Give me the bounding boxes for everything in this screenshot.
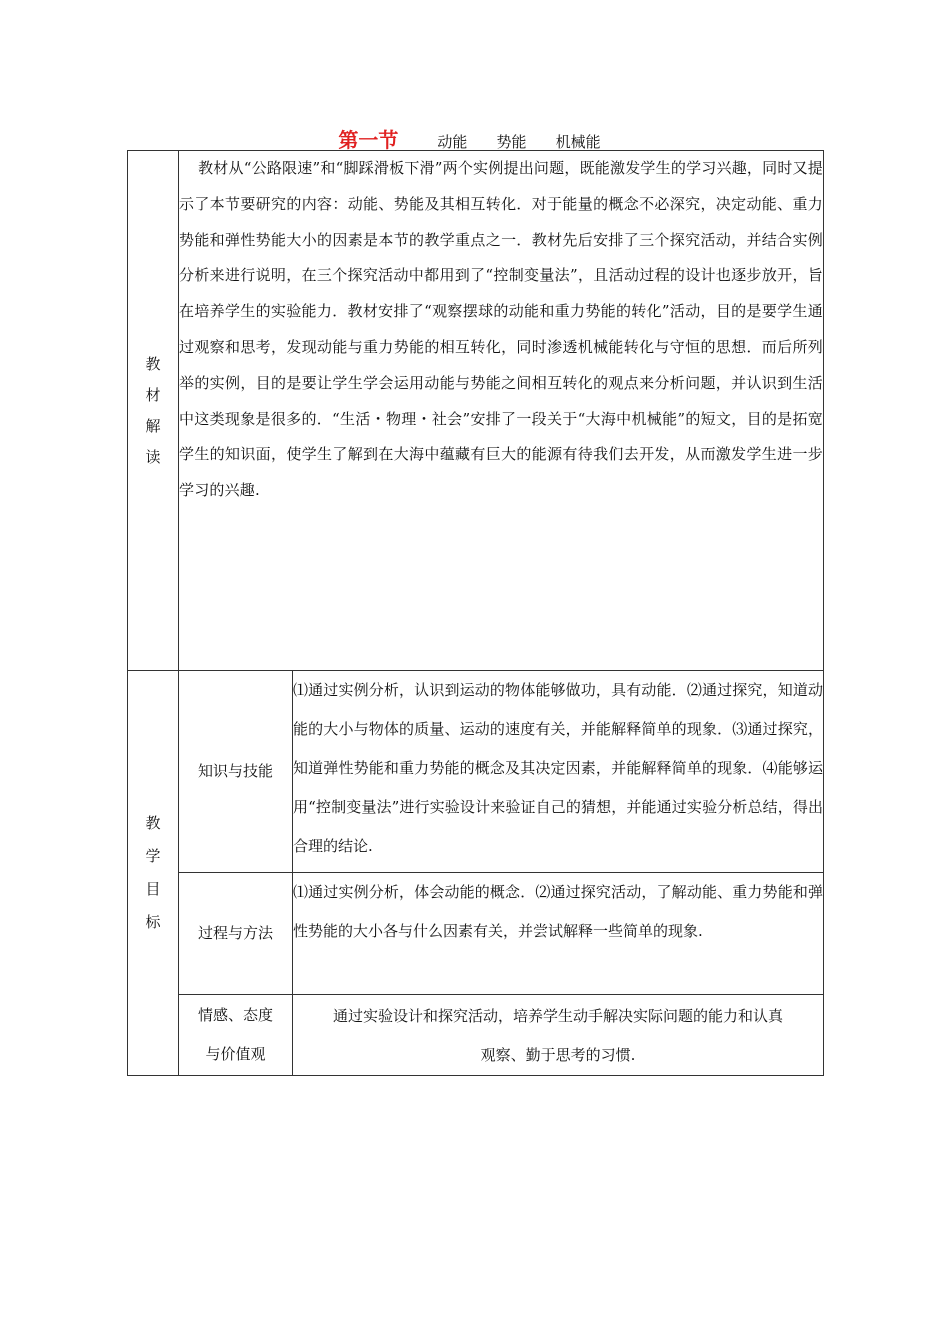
goal-row-attitude (128, 995, 824, 1076)
goal-text-line: 通过实验设计和探究活动，培养学生动手解决实际问题的能力和认真 (332, 1007, 783, 1025)
label-char: 教 (145, 354, 161, 373)
topic-kinetic-energy: 动能 (437, 133, 468, 151)
section-number: 第一节 (338, 128, 399, 152)
label-char: 解 (145, 416, 161, 435)
goal-label-line: 情感、态度 (197, 1006, 273, 1024)
label-char: 教 (145, 814, 161, 832)
goal-label-process: 过程与方法 (179, 873, 293, 995)
textbook-reading-text: 教材从“公路限速”和“脚踩滑板下滑”两个实例提出问题，既能激发学生的学习兴趣，同时又提示了本节要研究的内容：动能、势能及其相互转化．对于能量的概念不必深究，决定动能、重力势能和弹性势能大小的因素是本节的教学重点之一．教材先后安排了三个探究活动，并结合实例分析来进行说明，在三个探究活动中都用到了“控制变量法”，且活动过程的设计也逐步放开，旨在培养学生的实验能力．教材安排了“观察摆球的动能和重力势能的转化”活动，目的是要学生通过观察和思考，发现动能与重力势能的相互转化，同时渗透机械能转化与守恒的思想．而后所列举的实例，目的是要让学生学会运用动能与势能之间相互转化的观点来分析问题，并认识到生活中这类现象是很多的．“生活・物理・社会”安排了一段关于“大海中机械能”的短文，目的是拓宽学生的知识面，使学生了解到在大海中蕴藏有巨大的能源有待我们去开发，从而激发学生进一步学习的兴趣. (179, 151, 824, 671)
textbook-reading-row (128, 151, 824, 671)
lesson-plan-table (127, 150, 824, 1076)
label-char: 目 (145, 880, 161, 898)
label-char: 标 (145, 913, 161, 931)
goal-text-line: 观察、勤于思考的习惯. (480, 1046, 636, 1064)
goal-text-attitude (293, 995, 824, 1076)
label-char: 学 (145, 847, 161, 865)
goal-text-knowledge: ⑴通过实例分析，认识到运动的物体能够做功，具有动能．⑵通过探究，知道动能的大小与物体的质量、运动的速度有关，并能解释简单的现象．⑶通过探究，知道弹性势能和重力势能的概念及其决定因素，并能解释简单的现象．⑷能够运用“控制变量法”进行实验设计来验证自己的猜想，并能通过实验分析总结，得出合理的结论. (293, 671, 824, 873)
textbook-reading-label (128, 151, 179, 671)
goal-row-knowledge (128, 671, 824, 873)
label-char: 材 (145, 385, 161, 404)
goal-label-attitude (179, 995, 293, 1076)
goal-label-knowledge: 知识与技能 (179, 671, 293, 873)
topic-potential-energy: 势能 (496, 133, 527, 151)
page-title (127, 124, 824, 153)
teaching-goals-label (128, 671, 179, 1076)
goal-label-line: 与价值观 (205, 1045, 266, 1063)
goal-text-process: ⑴通过实例分析，体会动能的概念．⑵通过探究活动，了解动能、重力势能和弹性势能的大小各与什么因素有关，并尝试解释一些简单的现象. (293, 873, 824, 995)
label-char: 读 (145, 447, 161, 466)
topic-mechanical-energy: 机械能 (555, 133, 601, 151)
goal-row-process (128, 873, 824, 995)
